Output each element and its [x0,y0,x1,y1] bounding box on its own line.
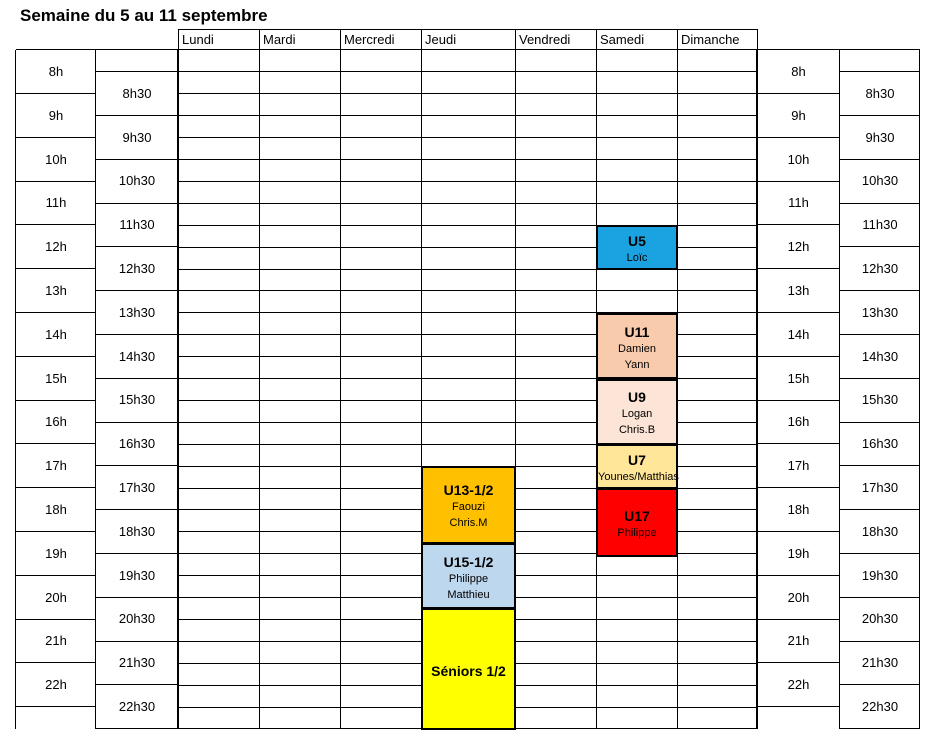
left-half-hour-label: 16h30 [118,436,156,452]
grid-hline [757,181,840,182]
right-hour-label: 9h [791,107,806,123]
grid-hline [840,203,920,204]
event-coach: Damien [618,342,656,355]
grid-hline [96,115,178,116]
grid-hline [16,181,96,182]
grid-hline [16,706,96,707]
left-hour-label: 11h [45,195,67,211]
grid-hline [96,71,178,72]
grid-hline [840,422,920,423]
left-half-hour-label: 22h30 [118,699,156,714]
grid-hline [96,509,178,510]
grid-vline [259,50,260,729]
grid-hline [96,290,178,291]
left-half-hour-label: 17h30 [118,480,156,495]
event-u9[interactable] [596,379,678,446]
event-title: U9 [628,389,646,406]
grid-hline [757,443,840,444]
event-title: Séniors 1/2 [431,662,506,679]
left-hour-label: 9h [48,107,64,123]
grid-vline [677,29,678,50]
grid-hline [178,71,757,72]
day-header-jeudi: Jeudi [425,32,457,47]
grid-hline [840,553,920,554]
right-half-hour-label: 19h30 [861,567,899,583]
grid-hline [16,619,96,620]
grid-hline [96,203,178,204]
grid-hline [178,137,757,138]
event-coach: Yann [624,358,650,371]
grid-vline [515,29,516,50]
grid-hline [16,312,96,313]
event-u5[interactable] [596,225,678,270]
grid-hline [16,356,96,357]
event-title: U13-1/2 [443,482,494,499]
right-hour-label: 19h [787,545,810,561]
grid-hline [757,137,840,138]
grid-vline [757,29,758,50]
grid-hline [840,334,920,335]
event-title: U5 [628,233,646,250]
right-half-hour-label: 16h30 [861,436,899,452]
grid-hline [840,378,920,379]
grid-hline [96,159,178,160]
left-half-hour-label: 11h30 [119,217,155,233]
grid-hline [757,268,840,269]
right-hour-label: 20h [787,589,810,605]
grid-hline [757,93,840,94]
grid-hline [96,684,178,685]
grid-hline [96,422,178,423]
grid-vline [919,50,920,729]
right-hour-label: 18h [787,501,810,517]
left-half-hour-label: 12h30 [118,261,156,276]
grid-hline [178,115,757,116]
grid-hline [840,49,920,50]
left-hour-label: 21h [45,633,67,649]
right-half-hour-label: 12h30 [861,261,899,276]
right-hour-label: 12h [787,239,810,255]
event-title: U11 [624,323,650,340]
grid-hline [757,49,840,50]
grid-vline [340,50,341,729]
grid-hline [840,159,920,160]
grid-vline [596,29,597,50]
grid-hline [757,487,840,488]
grid-hline [178,49,757,50]
left-half-hour-label: 19h30 [118,567,156,583]
grid-hline [757,706,840,707]
grid-hline [178,93,757,94]
left-hour-label: 18h [45,501,67,517]
event-coach: Faouzi [451,501,486,514]
grid-vline [421,29,422,50]
event-u17[interactable] [596,488,678,557]
left-hour-label: 15h [45,370,67,386]
event-s-niors-1-2[interactable] [421,608,516,729]
left-half-hour-label: 18h30 [118,523,156,539]
left-half-hour-label: 9h30 [122,129,152,145]
grid-hline [16,443,96,444]
right-half-hour-label: 14h30 [861,348,899,364]
grid-hline [96,378,178,379]
event-title: U17 [624,507,650,524]
left-half-hour-label: 15h30 [118,392,156,408]
left-hour-label: 19h [45,545,67,561]
event-coach: Chris.B [618,424,656,437]
left-half-hour-label: 21h30 [118,655,156,671]
page-title: Semaine du 5 au 11 septembre [20,6,268,25]
left-hour-label: 13h [45,282,67,298]
grid-hline [16,400,96,401]
grid-hline [16,137,96,138]
left-half-hour-label: 14h30 [118,348,156,364]
event-u7[interactable] [596,444,678,489]
grid-hline [757,400,840,401]
grid-hline [16,662,96,663]
grid-hline [96,49,178,50]
left-half-hour-label: 13h30 [118,304,156,320]
grid-hline [757,531,840,532]
grid-hline [840,509,920,510]
right-half-hour-label: 15h30 [861,392,899,408]
left-hour-label: 14h [45,326,67,342]
grid-hline [840,597,920,598]
grid-hline [840,684,920,685]
grid-hline [96,597,178,598]
event-coach: Matthieu [447,588,490,601]
right-hour-label: 10h [787,151,810,167]
grid-hline [16,224,96,225]
left-hour-label: 10h [45,151,67,167]
left-half-hour-label: 20h30 [118,611,156,627]
event-coach: Philippe [617,526,657,539]
day-header-lundi: Lundi [182,32,214,47]
event-coach: Younes/Matthias [598,471,679,484]
grid-hline [16,575,96,576]
grid-hline [178,29,757,30]
grid-hline [840,641,920,642]
grid-hline [16,487,96,488]
grid-vline [178,29,179,50]
left-hour-label: 8h [48,63,64,79]
grid-hline [757,575,840,576]
event-title: U7 [628,452,646,469]
right-half-hour-label: 20h30 [861,611,899,627]
left-hour-label: 22h [45,677,67,693]
left-hour-label: 12h [45,239,67,255]
grid-hline [178,159,757,160]
right-half-hour-label: 10h30 [861,173,899,189]
grid-hline [840,290,920,291]
left-hour-label: 16h [45,414,67,430]
right-half-hour-label: 18h30 [861,523,899,539]
right-half-hour-label: 21h30 [861,655,899,671]
right-half-hour-label: 17h30 [861,480,899,495]
left-half-hour-label: 10h30 [118,173,156,189]
right-half-hour-label: 13h30 [861,304,899,320]
grid-hline [16,49,96,50]
right-half-hour-label: 22h30 [861,699,899,714]
left-hour-label: 20h [45,589,67,605]
grid-hline [757,662,840,663]
right-hour-label: 21h [787,633,810,649]
day-header-mercredi: Mercredi [344,32,395,47]
grid-hline [840,465,920,466]
grid-vline [340,29,341,50]
grid-hline [96,728,178,729]
grid-hline [16,93,96,94]
right-hour-label: 14h [787,326,810,342]
grid-hline [840,246,920,247]
grid-hline [840,115,920,116]
left-half-hour-label: 8h30 [122,85,152,101]
grid-hline [16,268,96,269]
right-hour-label: 8h [791,63,806,79]
day-header-vendredi: Vendredi [519,32,571,47]
grid-hline [757,356,840,357]
grid-hline [96,334,178,335]
right-hour-label: 11h [788,195,809,211]
grid-hline [840,728,920,729]
grid-hline [96,553,178,554]
right-hour-label: 16h [787,414,810,430]
right-half-hour-label: 9h30 [865,129,895,145]
event-coach: Philippe [448,572,489,585]
right-hour-label: 15h [787,370,810,386]
grid-hline [96,465,178,466]
grid-hline [757,312,840,313]
grid-hline [757,224,840,225]
event-title: U15-1/2 [443,553,494,570]
day-header-samedi: Samedi [600,32,645,47]
left-hour-label: 17h [45,458,67,474]
right-hour-label: 22h [787,677,810,693]
right-half-hour-label: 8h30 [865,85,895,101]
grid-hline [96,246,178,247]
day-header-mardi: Mardi [263,32,296,47]
event-u11[interactable] [596,313,678,380]
grid-hline [178,181,757,182]
event-u13-1-2[interactable] [421,466,516,544]
event-coach: Logan [621,408,653,421]
grid-hline [178,203,757,204]
right-hour-label: 13h [787,282,810,298]
event-coach: Loïc [626,252,648,265]
grid-vline [259,29,260,50]
event-coach: Chris.M [449,517,488,530]
grid-hline [96,641,178,642]
grid-hline [757,619,840,620]
day-header-dimanche: Dimanche [681,32,740,47]
grid-hline [178,290,757,291]
grid-hline [840,71,920,72]
right-half-hour-label: 11h30 [862,217,898,233]
event-u15-1-2[interactable] [421,543,516,610]
grid-hline [16,531,96,532]
grid-vline [177,50,178,729]
right-hour-label: 17h [787,458,810,474]
